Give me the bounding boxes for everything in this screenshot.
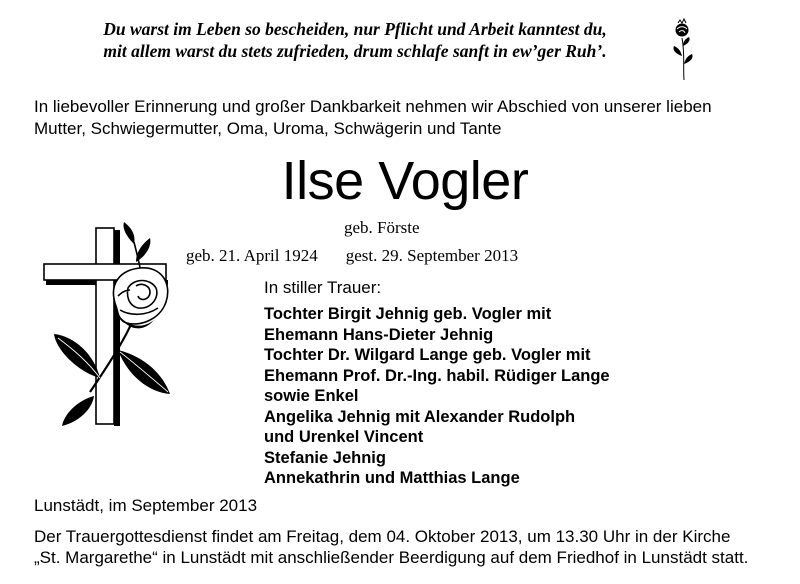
- verse-line-1: Du warst im Leben so bescheiden, nur Pflicht und Arbeit kanntest du,: [103, 19, 607, 39]
- deceased-name: Ilse Vogler: [281, 151, 529, 211]
- list-item: Ehemann Hans-Dieter Jehnig: [264, 325, 494, 344]
- list-item: Ehemann Prof. Dr.-Ing. habil. Rüdiger Lange: [264, 366, 610, 385]
- cross-with-rose-icon: [38, 222, 178, 432]
- mourning-heading: In stiller Trauer:: [264, 278, 382, 297]
- death-date: gest. 29. September 2013: [345, 246, 519, 265]
- list-item: und Urenkel Vincent: [264, 428, 424, 446]
- intro-line-1: In liebevoller Erinnerung und großer Dankbarkeit nehmen wir Abschied von unserer lieben: [34, 97, 712, 116]
- list-item: Angelika Jehnig mit Alexander Rudolph: [264, 407, 576, 426]
- verse-line-2: mit allem warst du stets zufrieden, drum schlafe sanft in ew’ger Ruh’.: [103, 41, 607, 61]
- service-info: [34, 526, 774, 568]
- life-dates: [186, 246, 518, 266]
- verse: [60, 18, 650, 62]
- rose-icon: [664, 16, 704, 82]
- mourners-list: [264, 304, 610, 489]
- service-line-1: Der Trauergottesdienst findet am Freitag, dem 04. Oktober 2013, um 13.30 Uhr in der Kirche: [34, 527, 731, 546]
- intro-line-2: Mutter, Schwiegermutter, Oma, Uroma, Schwägerin und Tante: [34, 119, 502, 138]
- place-date: Lunstädt, im September 2013: [34, 496, 258, 515]
- list-item: Stefanie Jehnig: [264, 448, 386, 467]
- list-item: Tochter Dr. Wilgard Lange geb. Vogler mit: [264, 346, 591, 364]
- maiden-name: geb. Förste: [344, 218, 420, 237]
- intro-text: [34, 96, 774, 140]
- service-line-2: „St. Margarethe“ in Lunstädt mit anschließender Beerdigung auf dem Friedhof in Lunstädt statt.: [34, 548, 749, 567]
- birth-date: geb. 21. April 1924: [186, 246, 318, 265]
- list-item: sowie Enkel: [264, 387, 359, 405]
- list-item: Annekathrin und Matthias Lange: [264, 469, 520, 487]
- list-item: Tochter Birgit Jehnig geb. Vogler mit: [264, 305, 552, 323]
